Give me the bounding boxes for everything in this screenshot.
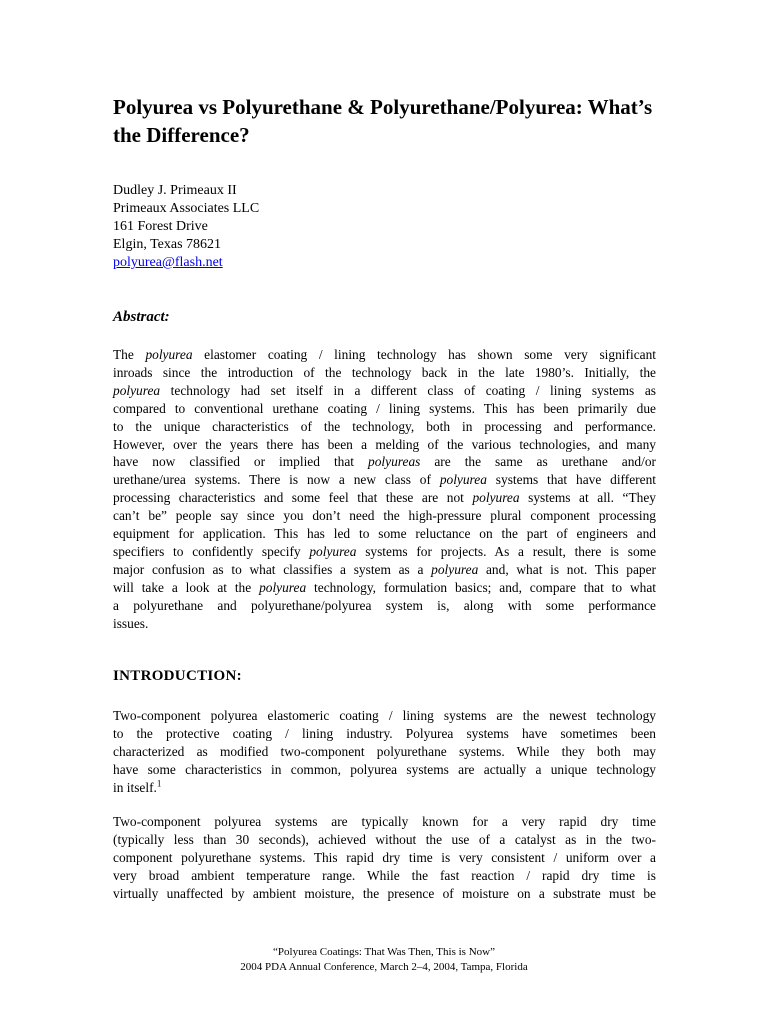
italic-term: polyureas — [368, 454, 421, 470]
introduction-line: to the protective coating / lining industry. Polyurea systems have sometimes been — [113, 725, 656, 741]
abstract-line: have now classified or implied that polyureas are the same as urethane and/or — [113, 454, 657, 470]
abstract-line: to the unique characteristics of the technology, both in processing and performance. — [113, 418, 656, 434]
page-footer — [0, 945, 768, 975]
introduction-line: virtually unaffected by ambient moisture, the presence of moisture on a substrate must be — [113, 885, 656, 901]
italic-term: polyurea — [259, 579, 307, 595]
abstract-line: major confusion as to what classifies a system as a polyurea and, what is not. This paper — [113, 561, 656, 577]
abstract-line: compared to conventional urethane coating / lining systems. This has been primarily due — [113, 400, 656, 416]
abstract-line: will take a look at the polyurea technology, formulation basics; and, compare that to what — [113, 579, 656, 595]
introduction-line: have some characteristics in common, polyurea systems are actually a unique technology — [113, 761, 656, 777]
abstract-line: However, over the years there has been a melding of the various technologies, and many — [113, 436, 656, 452]
abstract-heading: Abstract: — [113, 309, 170, 325]
paper-title: Polyurea vs Polyurethane & Polyurethane/Polyurea: What’s the Difference? — [113, 95, 653, 147]
abstract-line: issues. — [113, 615, 149, 631]
italic-term: polyurea — [113, 382, 161, 398]
abstract-line: can’t be” people say since you don’t need the high-pressure plural component processing — [113, 508, 656, 524]
italic-term: polyurea — [431, 561, 479, 577]
introduction-paragraph-2 — [113, 813, 656, 903]
author-block — [113, 182, 513, 272]
introduction-line: characterized as modified two-component polyurethane systems. While they both may — [113, 743, 656, 759]
italic-term: polyurea — [439, 472, 487, 488]
footer-conference-details: 2004 PDA Annual Conference, March 2–4, 2004, Tampa, Florida — [240, 961, 528, 973]
introduction-paragraph-1 — [113, 707, 656, 797]
abstract-line: polyurea technology had set itself in a different class of coating / lining systems as — [113, 382, 656, 398]
abstract-line: The polyurea elastomer coating / lining technology has shown some very significant — [113, 347, 656, 362]
abstract-paragraph — [113, 346, 656, 633]
author-email-link[interactable]: polyurea@flash.net — [113, 255, 223, 270]
abstract-line: a polyurethane and polyurethane/polyurea system is, along with some performance — [113, 597, 656, 613]
footnote-reference: 1 — [156, 778, 162, 789]
italic-term: polyurea — [145, 347, 193, 362]
introduction-line: Two-component polyurea elastomeric coating / lining systems are the newest technology — [113, 708, 656, 723]
abstract-line: specifiers to confidently specify polyurea systems for projects. As a result, there is some — [113, 543, 657, 559]
footer-conference-theme: “Polyurea Coatings: That Was Then, This is Now” — [273, 946, 495, 958]
introduction-heading: INTRODUCTION: — [113, 668, 242, 684]
author-city: Elgin, Texas 78621 — [113, 237, 222, 252]
italic-term: polyurea — [309, 543, 357, 559]
abstract-line: urethane/urea systems. There is now a new class of polyurea systems that have different — [113, 472, 656, 488]
introduction-line: component polyurethane systems. This rapid dry time is very consistent / uniform over a — [113, 849, 656, 865]
italic-term: polyurea — [472, 490, 520, 506]
introduction-line: very broad ambient temperature range. While the fast reaction / rapid dry time is — [113, 867, 656, 883]
introduction-line: (typically less than 30 seconds), achieved without the use of a catalyst as in the two- — [113, 831, 656, 847]
introduction-line: in itself.$^1$ — [113, 778, 162, 795]
author-street: 161 Forest Drive — [113, 219, 208, 234]
abstract-line: equipment for application. This has led to some reluctance on the part of engineers and — [113, 526, 656, 542]
author-company: Primeaux Associates LLC — [113, 201, 260, 216]
author-name: Dudley J. Primeaux II — [113, 183, 237, 198]
abstract-line: processing characteristics and some feel that these are not polyurea systems at all. “They — [113, 490, 656, 506]
introduction-line: Two-component polyurea systems are typically known for a very rapid dry time — [113, 814, 656, 829]
abstract-line: inroads since the introduction of the technology back in the late 1980’s. Initially, the — [113, 364, 656, 380]
